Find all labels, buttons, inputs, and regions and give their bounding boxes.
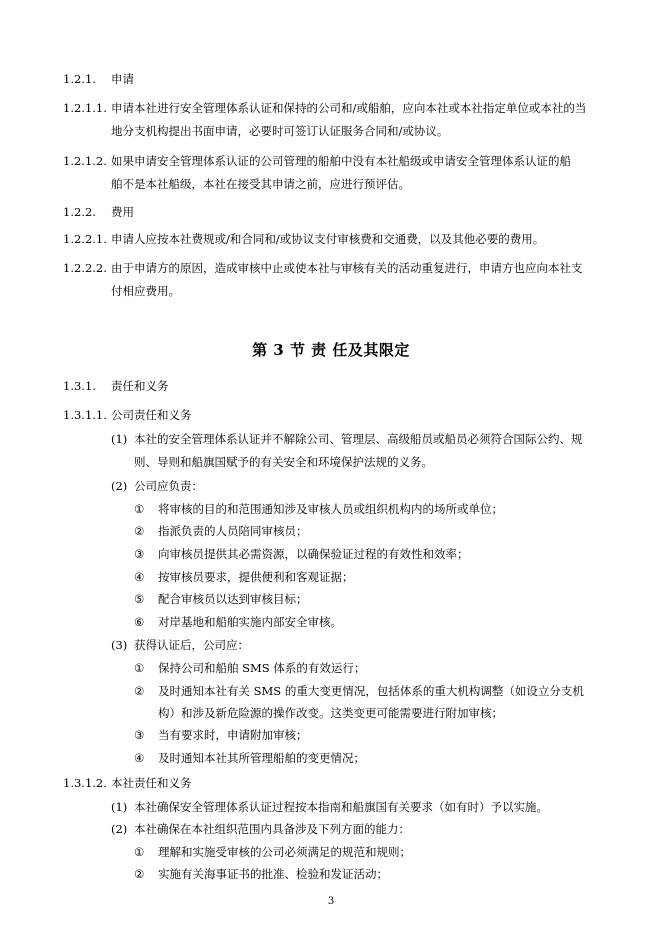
- list-marker: ③: [134, 728, 145, 742]
- list-marker: ①: [134, 502, 145, 516]
- list-marker: ①: [134, 845, 145, 859]
- list-marker: (2): [111, 479, 128, 493]
- list-item-text: 则、导则和船旗国赋予的有关安全和环境保护法规的义务。: [134, 455, 433, 469]
- clause-number: 1.2.2.2.: [63, 261, 107, 275]
- clause-number: 1.2.1.2.: [63, 154, 107, 168]
- clause-text: 申请: [111, 72, 134, 86]
- clause-text: 责任和义务: [111, 379, 169, 393]
- clause-text: 地分支机构提出书面申请，必要时可签订认证服务合同和/或协议。: [111, 124, 449, 138]
- list-item-text: 本社确保在本社组织范围内具备涉及下列方面的能力：: [134, 822, 410, 836]
- page-number: 3: [327, 896, 335, 907]
- list-marker: ③: [134, 547, 145, 561]
- list-item-text: 对岸基地和船舶实施内部安全审核。: [158, 615, 342, 629]
- list-item-text: 理解和实施受审核的公司必须满足的规范和规则；: [158, 845, 411, 859]
- list-item-text: 实施有关海事证书的批准、检验和发证活动；: [158, 867, 388, 881]
- clause-number: 1.3.1.: [63, 379, 96, 393]
- clause-text: 舶不是本社船级，本社在接受其申请之前，应进行预评估。: [111, 177, 410, 191]
- list-marker: ①: [134, 661, 145, 675]
- clause-text: 公司责任和义务: [111, 408, 192, 422]
- list-marker: ⑥: [134, 615, 145, 629]
- list-marker: (3): [111, 638, 128, 652]
- clause-number: 1.2.1.: [63, 72, 96, 86]
- clause-number: 1.2.2.: [63, 205, 96, 219]
- section-title: 第 3 节 责 任及其限定: [252, 341, 410, 359]
- list-item-text: 配合审核员以达到审核目标；: [158, 592, 308, 606]
- list-item-text: 向审核员提供其必需资源，以确保验证过程的有效性和效率；: [158, 547, 469, 561]
- list-item-text: 保持公司和船舶 SMS 体系的有效运行；: [158, 661, 366, 675]
- list-item-text: 当有要求时，申请附加审核；: [158, 728, 308, 742]
- list-item-text: 将审核的目的和范围通知涉及审核人员或组织机构内的场所或单位；: [158, 502, 503, 516]
- list-item-text: 本社确保安全管理体系认证过程按本指南和船旗国有关要求（如有时）予以实施。: [134, 800, 548, 814]
- clause-text: 费用: [111, 205, 134, 219]
- list-marker: (1): [111, 800, 128, 814]
- clause-text: 如果申请安全管理体系认证的公司管理的船舶中没有本社船级或申请安全管理体系认证的船: [111, 154, 571, 168]
- clause-number: 1.3.1.2.: [63, 776, 107, 790]
- list-item-text: 及时通知本社有关 SMS 的重大变更情况，包括体系的重大机构调整（如设立分支机: [158, 684, 584, 698]
- list-marker: ⑤: [134, 592, 145, 606]
- clause-text: 本社责任和义务: [111, 776, 192, 790]
- clause-text: 申请本社进行安全管理体系认证和保持的公司和/或船舶，应向本社或本社指定单位或本社的当: [111, 101, 587, 115]
- list-marker: ②: [134, 524, 145, 538]
- list-item-text: 公司应负责：: [134, 479, 203, 493]
- list-marker: ④: [134, 751, 145, 765]
- list-marker: (2): [111, 822, 128, 836]
- list-marker: (1): [111, 432, 128, 446]
- list-item-text: 指派负责的人员陪同审核员；: [158, 524, 308, 538]
- clause-text: 由于申请方的原因，造成审核中止或使本社与审核有关的活动重复进行，申请方也应向本社支: [111, 261, 583, 275]
- list-marker: ②: [134, 684, 145, 698]
- clause-text: 申请人应按本社费规或/和合同和/或协议支付审核费和交通费，以及其他必要的费用。: [111, 232, 545, 246]
- list-item-text: 本社的安全管理体系认证并不解除公司、管理层、高级船员或船员必须符合国际公约、规: [134, 432, 583, 446]
- list-item-text: 及时通知本社其所管理船舶的变更情况；: [158, 751, 365, 765]
- list-marker: ④: [134, 570, 145, 584]
- list-item-text: 获得认证后，公司应：: [134, 638, 249, 652]
- clause-text: 付相应费用。: [111, 284, 180, 298]
- list-item-text: 按审核员要求，提供便利和客观证据；: [158, 570, 354, 584]
- clause-number: 1.2.1.1.: [63, 101, 107, 115]
- list-item-text: 构）和涉及新危险源的操作改变。这类变更可能需要进行附加审核；: [158, 706, 503, 720]
- list-marker: ②: [134, 867, 145, 881]
- clause-number: 1.3.1.1.: [63, 408, 107, 422]
- clause-number: 1.2.2.1.: [63, 232, 107, 246]
